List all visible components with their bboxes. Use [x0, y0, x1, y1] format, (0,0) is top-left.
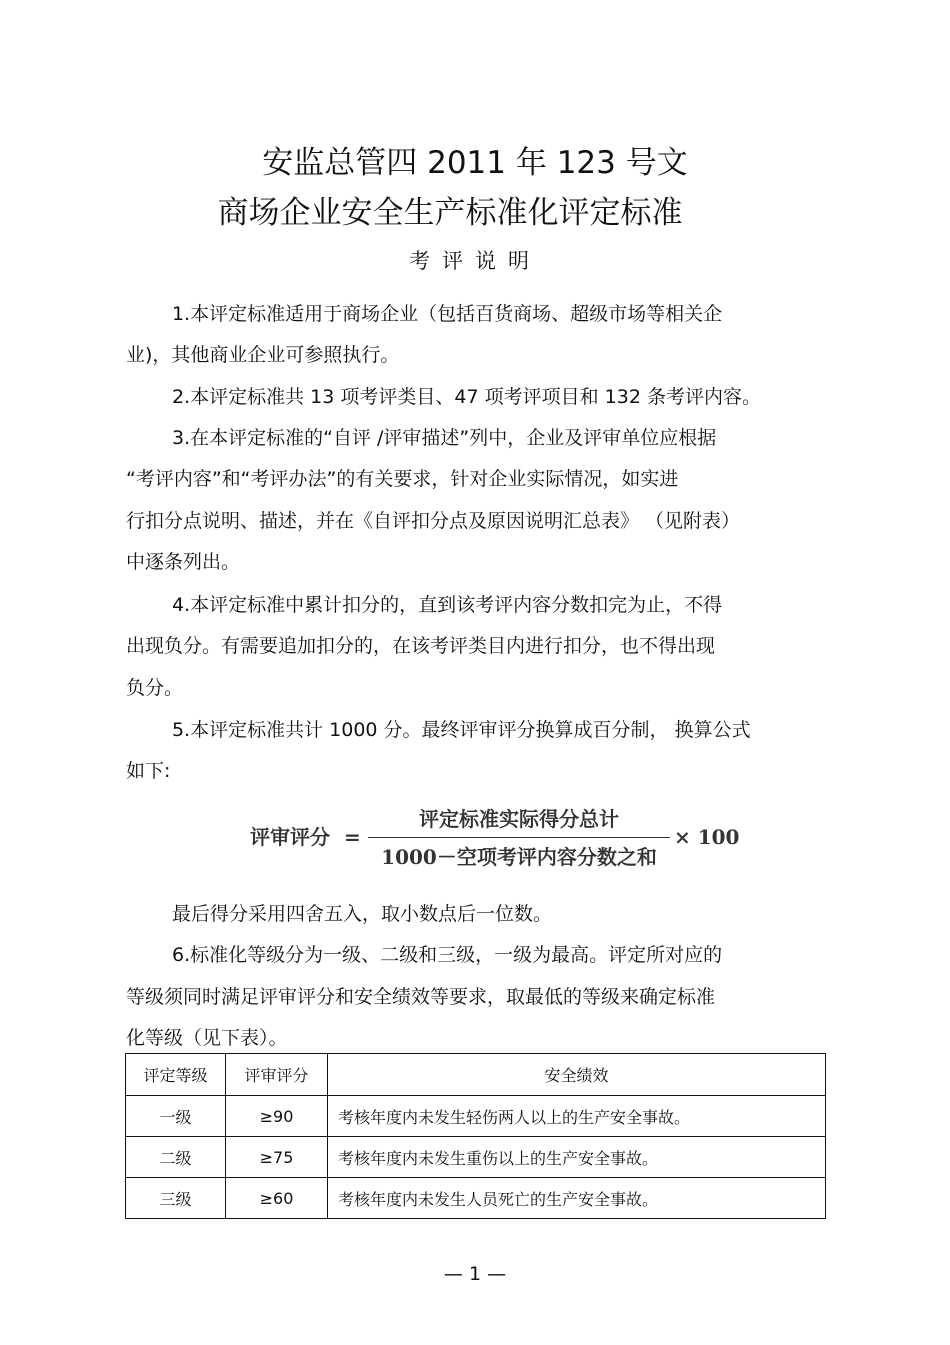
column-header-grade: 评定等级 — [126, 1054, 226, 1096]
section-subtitle: 考评说明 — [409, 249, 541, 273]
safety-performance-cell: 考核年度内未发生人员死亡的生产安全事故。 — [328, 1178, 826, 1219]
document-title-line-2: 商场企业安全生产标准化评定标准 — [217, 195, 683, 231]
paragraph-3-line-1: 3.在本评定标准的“自评 /评审描述”列中，企业及评审单位应根据 — [172, 427, 717, 449]
paragraph-5-line-2: 如下: — [126, 760, 171, 782]
table-header-row — [126, 1054, 826, 1096]
formula-numerator: 评定标准实际得分总计 — [419, 807, 619, 831]
paragraph-6-line-2: 等级须同时满足评审评分和安全绩效等要求，取最低的等级来确定标准 — [126, 986, 716, 1008]
table-row — [126, 1096, 826, 1137]
table-row — [126, 1137, 826, 1178]
formula-denominator: 1000－空项考评内容分数之和 — [381, 845, 657, 869]
table-row — [126, 1178, 826, 1219]
safety-performance-cell: 考核年度内未发生轻伤两人以上的生产安全事故。 — [328, 1096, 826, 1137]
page-number: — 1 — — [443, 1263, 507, 1285]
paragraph-3-line-2: “考评内容”和“考评办法”的有关要求，针对企业实际情况，如实进 — [126, 468, 679, 490]
grade-table — [125, 1053, 826, 1219]
paragraph-6-line-3: 化等级（见下表）。 — [126, 1027, 288, 1049]
formula-lhs: 评审评分 — [250, 825, 330, 849]
paragraph-2-line-1: 2.本评定标准共 13 项考评类目、47 项考评项目和 132 条考评内容。 — [172, 386, 761, 408]
paragraph-6-line-1: 6.标准化等级分为一级、二级和三级，一级为最高。评定所对应的 — [172, 944, 723, 966]
paragraph-1-line-2: 业)，其他商业企业可参照执行。 — [126, 344, 400, 366]
paragraph-4-line-3: 负分。 — [126, 677, 184, 699]
paragraph-4-line-2: 出现负分。有需要追加扣分的，在该考评类目内进行扣分，也不得出现 — [126, 635, 716, 657]
score-cell: ≥60 — [226, 1178, 328, 1219]
safety-performance-cell: 考核年度内未发生重伤以上的生产安全事故。 — [328, 1137, 826, 1178]
formula-equals-sign: = — [344, 825, 361, 849]
score-cell: ≥75 — [226, 1137, 328, 1178]
document-title-line-1: 安监总管四 2011 年 123 号文 — [262, 145, 688, 181]
paragraph-4-line-1: 4.本评定标准中累计扣分的，直到该考评内容分数扣完为止，不得 — [172, 594, 723, 616]
score-formula — [250, 805, 740, 871]
grade-cell: 一级 — [126, 1096, 226, 1137]
column-header-safety-performance: 安全绩效 — [328, 1054, 826, 1096]
score-cell: ≥90 — [226, 1096, 328, 1137]
paragraph-3-line-3: 行扣分点说明、描述，并在《自评扣分点及原因说明汇总表》 （见附表） — [126, 510, 741, 532]
column-header-score: 评审评分 — [226, 1054, 328, 1096]
grade-cell: 三级 — [126, 1178, 226, 1219]
grade-cell: 二级 — [126, 1137, 226, 1178]
paragraph-rounding-note: 最后得分采用四舍五入，取小数点后一位数。 — [172, 903, 553, 925]
formula-fraction-bar — [368, 837, 670, 838]
formula-multiplier: × 100 — [674, 825, 740, 849]
paragraph-1-line-1: 1.本评定标准适用于商场企业（包括百货商场、超级市场等相关企 — [172, 303, 723, 325]
paragraph-5-line-1: 5.本评定标准共计 1000 分。最终评审评分换算成百分制， 换算公式 — [172, 719, 751, 741]
paragraph-3-line-4: 中逐条列出。 — [126, 551, 241, 573]
